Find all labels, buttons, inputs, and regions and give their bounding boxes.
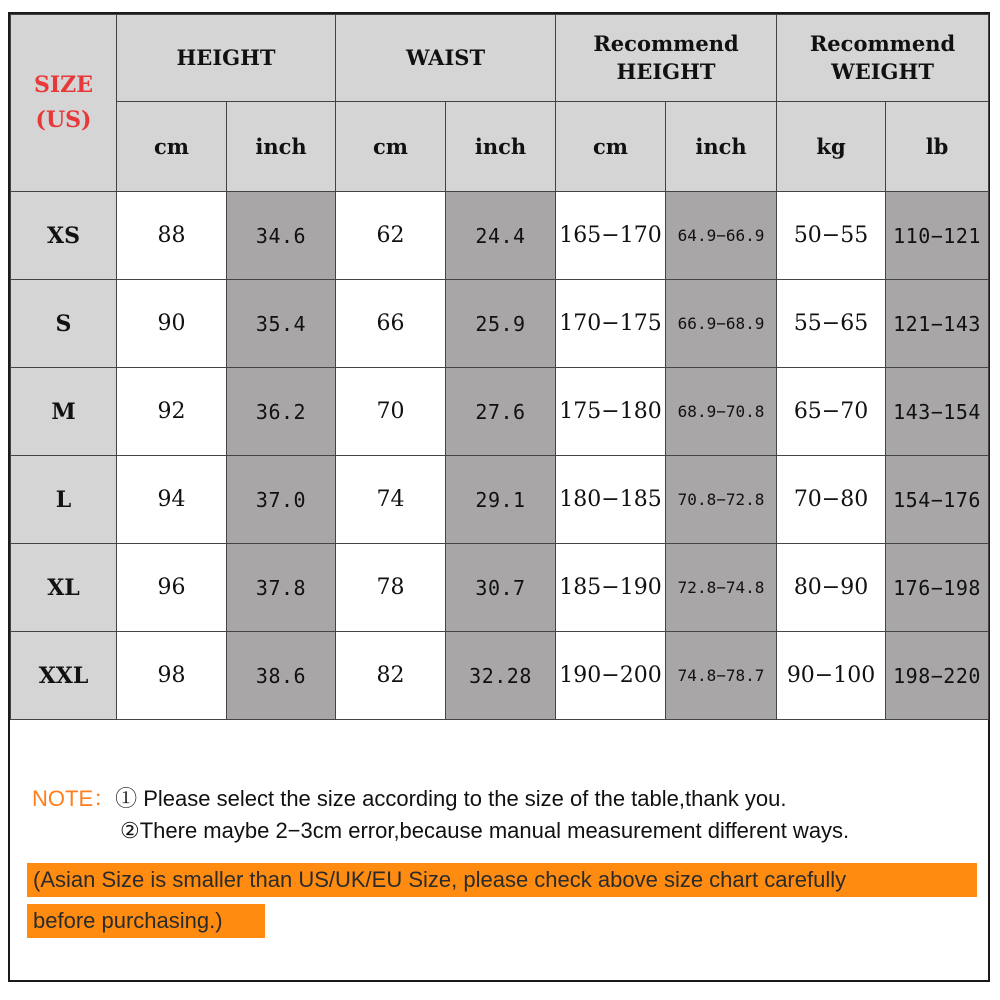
- rec-weight-kg-cell: 65−70: [777, 368, 886, 456]
- rec-height-inch-cell: 70.8−72.8: [666, 456, 777, 544]
- rec-height-cm-cell: 180−185: [556, 456, 666, 544]
- waist-cm-cell: 78: [336, 544, 446, 632]
- size-chart-table: [10, 14, 989, 720]
- height-header: HEIGHT: [117, 15, 336, 102]
- recommend-height-header: [556, 15, 777, 102]
- waist-cm-cell: 82: [336, 632, 446, 720]
- unit-height-cm: cm: [117, 102, 227, 192]
- height-cm-cell: 90: [117, 280, 227, 368]
- size-label: SIZE: [33, 71, 93, 98]
- height-cm-cell: 96: [117, 544, 227, 632]
- height-cm-cell: 92: [117, 368, 227, 456]
- size-cell: XXL: [11, 632, 117, 720]
- rec-height-inch-cell: 72.8−74.8: [666, 544, 777, 632]
- rec-weight-lb-cell: 154−176: [886, 456, 989, 544]
- us-label: (US): [35, 107, 92, 133]
- rec-weight-lb-cell: 143−154: [886, 368, 989, 456]
- rec-height-inch-cell: 64.9−66.9: [666, 192, 777, 280]
- rec-weight-lb-cell: 121−143: [886, 280, 989, 368]
- table-row: [11, 544, 989, 632]
- waist-inch-cell: 25.9: [446, 280, 556, 368]
- rec-weight-kg-cell: 50−55: [777, 192, 886, 280]
- note-text-2: ②There maybe 2−3cm error,because manual measurement different ways.: [120, 818, 850, 843]
- unit-rec-height-cm: cm: [556, 102, 666, 192]
- height-inch-cell: 35.4: [227, 280, 336, 368]
- recommend-height-line2: HEIGHT: [616, 59, 716, 84]
- waist-inch-cell: 27.6: [446, 368, 556, 456]
- waist-inch-cell: 29.1: [446, 456, 556, 544]
- rec-weight-lb-cell: 176−198: [886, 544, 989, 632]
- unit-rec-height-inch: inch: [666, 102, 777, 192]
- rec-weight-kg-cell: 70−80: [777, 456, 886, 544]
- recommend-weight-line2: WEIGHT: [831, 59, 934, 84]
- waist-inch-cell: 24.4: [446, 192, 556, 280]
- rec-height-cm-cell: 190−200: [556, 632, 666, 720]
- rec-height-cm-cell: 170−175: [556, 280, 666, 368]
- size-cell: L: [11, 456, 117, 544]
- size-cell: XS: [11, 192, 117, 280]
- table-row: [11, 368, 989, 456]
- recommend-height-line1: Recommend: [593, 30, 739, 56]
- note-text-1: ① Please select the size according to the size of the table,thank you.: [115, 786, 787, 811]
- height-cm-cell: 98: [117, 632, 227, 720]
- rec-height-inch-cell: 66.9−68.9: [666, 280, 777, 368]
- rec-weight-lb-cell: 198−220: [886, 632, 989, 720]
- rec-height-cm-cell: 165−170: [556, 192, 666, 280]
- table-row: [11, 456, 989, 544]
- rec-weight-kg-cell: 55−65: [777, 280, 886, 368]
- size-cell: S: [11, 280, 117, 368]
- recommend-weight-line1: Recommend: [809, 30, 956, 56]
- unit-rec-weight-lb: lb: [886, 102, 989, 192]
- height-inch-cell: 34.6: [227, 192, 336, 280]
- height-cm-cell: 88: [117, 192, 227, 280]
- rec-height-inch-cell: 74.8−78.7: [666, 632, 777, 720]
- group-header-row: [11, 15, 989, 102]
- waist-inch-cell: 30.7: [446, 544, 556, 632]
- waist-cm-cell: 62: [336, 192, 446, 280]
- waist-cm-cell: 74: [336, 456, 446, 544]
- size-cell: M: [11, 368, 117, 456]
- waist-inch-cell: 32.28: [446, 632, 556, 720]
- rec-height-cm-cell: 185−190: [556, 544, 666, 632]
- rec-height-cm-cell: 175−180: [556, 368, 666, 456]
- rec-weight-lb-cell: 110−121: [886, 192, 989, 280]
- unit-rec-weight-kg: kg: [777, 102, 886, 192]
- unit-header-row: [11, 102, 989, 192]
- waist-cm-cell: 70: [336, 368, 446, 456]
- note-label: NOTE：: [32, 786, 116, 811]
- size-chart-frame: [8, 12, 990, 982]
- asian-size-warning-line-2: before purchasing.): [27, 904, 265, 938]
- waist-header: WAIST: [336, 15, 556, 102]
- unit-height-inch: inch: [227, 102, 336, 192]
- notes-section: [10, 722, 988, 980]
- size-us-header: [11, 15, 117, 192]
- note-line-1: [32, 782, 787, 813]
- table-row: [11, 280, 989, 368]
- height-inch-cell: 36.2: [227, 368, 336, 456]
- rec-height-inch-cell: 68.9−70.8: [666, 368, 777, 456]
- height-cm-cell: 94: [117, 456, 227, 544]
- recommend-weight-header: [777, 15, 989, 102]
- height-inch-cell: 38.6: [227, 632, 336, 720]
- size-cell: XL: [11, 544, 117, 632]
- waist-cm-cell: 66: [336, 280, 446, 368]
- table-row: [11, 192, 989, 280]
- height-inch-cell: 37.0: [227, 456, 336, 544]
- asian-size-warning-line-1: (Asian Size is smaller than US/UK/EU Size, please check above size chart carefully: [27, 863, 977, 897]
- rec-weight-kg-cell: 90−100: [777, 632, 886, 720]
- height-inch-cell: 37.8: [227, 544, 336, 632]
- unit-waist-cm: cm: [336, 102, 446, 192]
- table-row: [11, 632, 989, 720]
- unit-waist-inch: inch: [446, 102, 556, 192]
- rec-weight-kg-cell: 80−90: [777, 544, 886, 632]
